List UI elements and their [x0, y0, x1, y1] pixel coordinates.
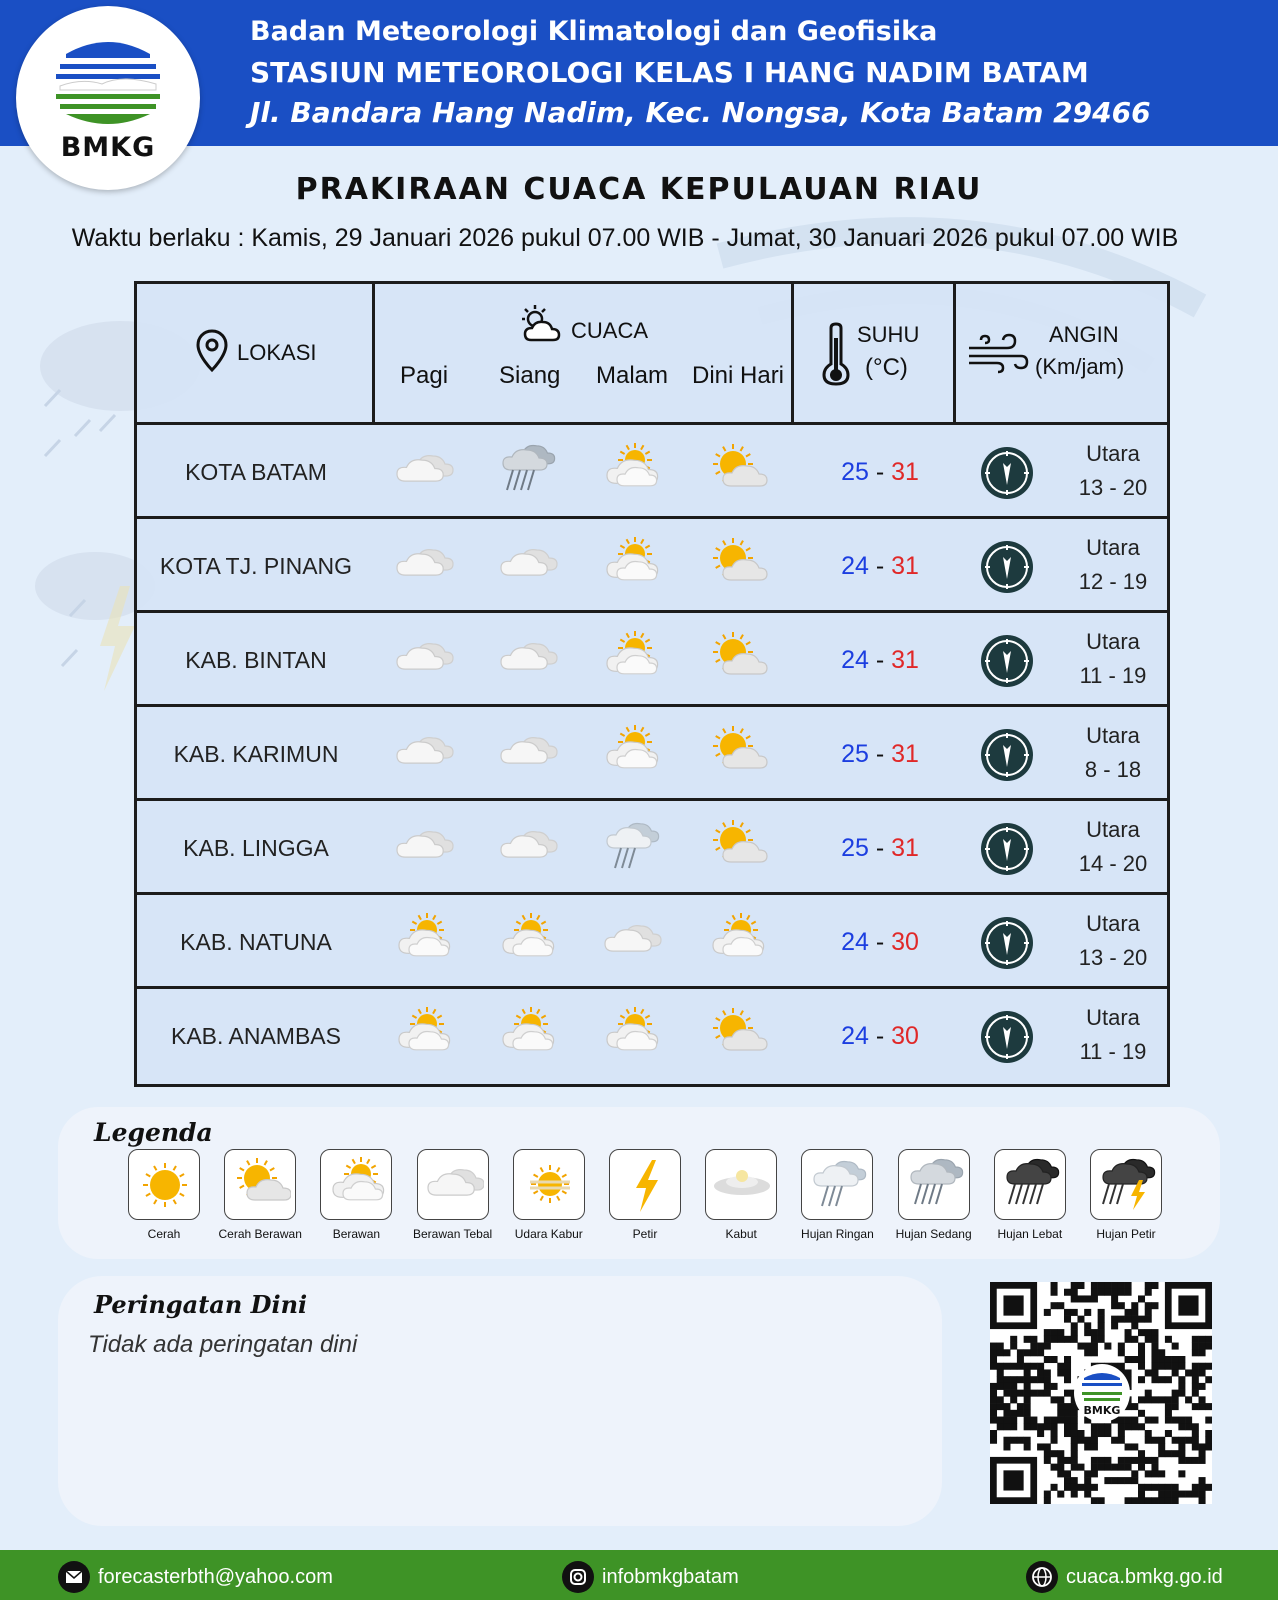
footer-instagram[interactable]: [562, 1562, 739, 1592]
temperature-range: [830, 552, 930, 581]
berawan-icon: [492, 1006, 562, 1064]
berawan-tebal-icon: [388, 442, 458, 500]
udara-kabur-icon: [513, 1149, 585, 1220]
berawan-icon: [596, 630, 666, 688]
temp-separator: -: [868, 552, 892, 580]
legend-label: Berawan Tebal: [413, 1227, 493, 1241]
legend-label: Hujan Petir: [1096, 1227, 1156, 1241]
location-name: KAB. BINTAN: [185, 647, 327, 673]
compass-icon: [979, 727, 1035, 783]
location-name: KOTA BATAM: [185, 459, 327, 485]
warning-title: Peringatan Dini: [94, 1290, 308, 1319]
legend-item: [308, 1149, 404, 1245]
header-period-dini-hari: Dini Hari: [692, 362, 785, 389]
compass-icon: [979, 539, 1035, 595]
divider: [953, 284, 956, 425]
cerah-berawan-icon: [702, 630, 772, 688]
location-name: KAB. ANAMBAS: [170, 1023, 341, 1049]
cerah-berawan-icon: [702, 1006, 772, 1064]
hujan-lebat-icon: [994, 1149, 1066, 1220]
temperature-range: [830, 458, 930, 487]
cerah-berawan-icon: [702, 818, 772, 876]
berawan-icon: [492, 912, 562, 970]
temp-max: 31: [891, 646, 919, 674]
weather-header-icon: [519, 304, 563, 346]
temp-min: 25: [841, 740, 869, 768]
station-address: Jl. Bandara Hang Nadim, Kec. Nongsa, Kota Batam 29466: [250, 96, 1151, 129]
location-name: KOTA TJ. PINANG: [159, 553, 353, 579]
wind-speed: 13 - 20: [1078, 475, 1148, 500]
cerah-berawan-icon: [224, 1149, 296, 1220]
compass-icon: [979, 821, 1035, 877]
berawan-icon: [596, 536, 666, 594]
berawan-icon: [320, 1149, 392, 1220]
agency-name: Badan Meteorologi Klimatologi dan Geofisika: [250, 16, 938, 47]
header-weather: CUACA: [571, 318, 649, 343]
berawan-icon: [702, 912, 772, 970]
legend-label: Petir: [632, 1227, 658, 1241]
table-row: [137, 613, 1167, 707]
divider: [791, 284, 794, 425]
table-row: [137, 425, 1167, 519]
table-row: [137, 519, 1167, 613]
temp-min: 24: [841, 552, 869, 580]
temperature-range: [830, 1022, 930, 1051]
cerah-berawan-icon: [702, 724, 772, 782]
temp-max: 31: [891, 552, 919, 580]
footer-email[interactable]: [58, 1562, 333, 1592]
wind-direction: Utara: [1086, 1005, 1140, 1030]
berawan-tebal-icon: [596, 912, 666, 970]
hujan-petir-icon: [1090, 1149, 1162, 1220]
location-name: KAB. NATUNA: [180, 929, 332, 955]
instagram-text: infobmkgbatam: [602, 1565, 739, 1588]
header-temp: SUHU: [857, 322, 920, 347]
compass-icon: [979, 1009, 1035, 1065]
temp-separator: -: [868, 928, 892, 956]
logo-text: BMKG: [60, 132, 156, 163]
location-name: KAB. KARIMUN: [173, 741, 339, 767]
wind-direction: Utara: [1086, 817, 1140, 842]
temperature-range: [830, 928, 930, 957]
legend-label: Hujan Lebat: [997, 1227, 1063, 1241]
header-wind: ANGIN: [1049, 322, 1119, 347]
compass-icon: [979, 633, 1035, 689]
divider: [372, 284, 375, 425]
bmkg-logo: [16, 6, 200, 190]
berawan-icon: [388, 1006, 458, 1064]
temp-min: 25: [841, 458, 869, 486]
wind-speed: 8 - 18: [1084, 757, 1142, 782]
legend-item: [886, 1149, 982, 1245]
table-row: [137, 989, 1167, 1083]
hujan-sedang-icon: [492, 442, 562, 500]
compass-icon: [979, 445, 1035, 501]
header-location: LOKASI: [237, 340, 317, 365]
email-text: forecasterbth@yahoo.com: [98, 1565, 333, 1588]
berawan-tebal-icon: [388, 536, 458, 594]
instagram-icon: [562, 1561, 594, 1593]
thermometer-icon: [821, 322, 851, 386]
temp-max: 31: [891, 834, 919, 862]
berawan-tebal-icon: [492, 818, 562, 876]
cerah-icon: [128, 1149, 200, 1220]
temp-separator: -: [868, 646, 892, 674]
legend-item: [982, 1149, 1078, 1245]
berawan-tebal-icon: [492, 630, 562, 688]
wind-direction: Utara: [1086, 535, 1140, 560]
qr-logo-mark: [1074, 1368, 1130, 1408]
temperature-range: [830, 646, 930, 675]
wind-speed: 14 - 20: [1078, 851, 1148, 876]
station-name: STASIUN METEOROLOGI KELAS I HANG NADIM BATAM: [250, 56, 1089, 89]
hujan-sedang-icon: [898, 1149, 970, 1220]
header-wind-unit: (Km/jam): [1035, 354, 1125, 379]
berawan-tebal-icon: [492, 536, 562, 594]
berawan-tebal-icon: [388, 724, 458, 782]
temp-max: 30: [891, 1022, 919, 1050]
temp-min: 24: [841, 928, 869, 956]
forecast-table: [134, 281, 1170, 1087]
wind-speed: 11 - 19: [1079, 1039, 1147, 1064]
qr-code[interactable]: [990, 1282, 1212, 1504]
cerah-berawan-icon: [702, 442, 772, 500]
wind-direction: Utara: [1086, 441, 1140, 466]
kabut-icon: [705, 1149, 777, 1220]
wind-direction: Utara: [1086, 911, 1140, 936]
temperature-range: [830, 740, 930, 769]
table-row: [137, 895, 1167, 989]
valid-time: Waktu berlaku : Kamis, 29 Januari 2026 pukul 07.00 WIB - Jumat, 30 Januari 2026 pukul 07.00 WIB: [71, 224, 1179, 252]
wind-direction: Utara: [1086, 629, 1140, 654]
legend-item: [597, 1149, 693, 1245]
location-pin-icon: [195, 328, 229, 374]
berawan-tebal-icon: [492, 724, 562, 782]
berawan-tebal-icon: [388, 818, 458, 876]
email-icon: [58, 1561, 90, 1593]
temp-separator: -: [868, 458, 892, 486]
berawan-tebal-icon: [388, 630, 458, 688]
wind-speed: 11 - 19: [1079, 663, 1147, 688]
location-name: KAB. LINGGA: [183, 835, 329, 861]
berawan-icon: [596, 442, 666, 500]
berawan-icon: [388, 912, 458, 970]
header-period-siang: Siang: [499, 362, 561, 389]
globe-icon: [1026, 1561, 1058, 1593]
berawan-icon: [596, 724, 666, 782]
wind-speed: 12 - 19: [1078, 569, 1148, 594]
qr-logo: [1074, 1364, 1130, 1422]
legend-item: [501, 1149, 597, 1245]
footer-website[interactable]: [1026, 1562, 1223, 1592]
legend-item: [116, 1149, 212, 1245]
berawan-tebal-icon: [417, 1149, 489, 1220]
temp-max: 30: [891, 928, 919, 956]
legend-label: Hujan Sedang: [895, 1227, 972, 1241]
legend-item: [789, 1149, 885, 1245]
footer-bar: [0, 1550, 1278, 1600]
header-period-pagi: Pagi: [400, 362, 449, 389]
temp-separator: -: [868, 740, 892, 768]
temp-separator: -: [868, 834, 892, 862]
wind-direction: Utara: [1086, 723, 1140, 748]
wind-icon: [967, 332, 1029, 374]
temp-min: 24: [841, 646, 869, 674]
legend-label: Hujan Ringan: [801, 1227, 874, 1241]
hujan-ringan-icon: [596, 818, 666, 876]
berawan-icon: [596, 1006, 666, 1064]
table-header: [137, 284, 1167, 425]
legend-item: [212, 1149, 308, 1245]
temp-min: 24: [841, 1022, 869, 1050]
cerah-berawan-icon: [702, 536, 772, 594]
legend-label: Kabut: [725, 1227, 757, 1241]
legend-item: [1078, 1149, 1174, 1245]
temp-max: 31: [891, 740, 919, 768]
qr-logo-text: BMKG: [1083, 1404, 1121, 1417]
legend-label: Udara Kabur: [514, 1227, 583, 1241]
compass-icon: [979, 915, 1035, 971]
header-temp-unit: (°C): [865, 354, 908, 381]
header-period-malam: Malam: [596, 362, 669, 389]
legend-label: Cerah: [147, 1227, 181, 1241]
temperature-range: [830, 834, 930, 863]
legend-label: Cerah Berawan: [218, 1227, 302, 1241]
table-row: [137, 801, 1167, 895]
legend-label: Berawan: [332, 1227, 381, 1241]
table-row: [137, 707, 1167, 801]
warning-text: Tidak ada peringatan dini: [88, 1331, 358, 1358]
website-text: cuaca.bmkg.go.id: [1066, 1565, 1223, 1588]
page-title: PRAKIRAAN CUACA KEPULAUAN RIAU: [295, 172, 983, 207]
temp-separator: -: [868, 1022, 892, 1050]
legend-item: [405, 1149, 501, 1245]
hujan-ringan-icon: [801, 1149, 873, 1220]
temp-max: 31: [891, 458, 919, 486]
legend-item: [693, 1149, 789, 1245]
legend-title: Legenda: [94, 1118, 213, 1147]
petir-icon: [609, 1149, 681, 1220]
wind-speed: 13 - 20: [1078, 945, 1148, 970]
temp-min: 25: [841, 834, 869, 862]
